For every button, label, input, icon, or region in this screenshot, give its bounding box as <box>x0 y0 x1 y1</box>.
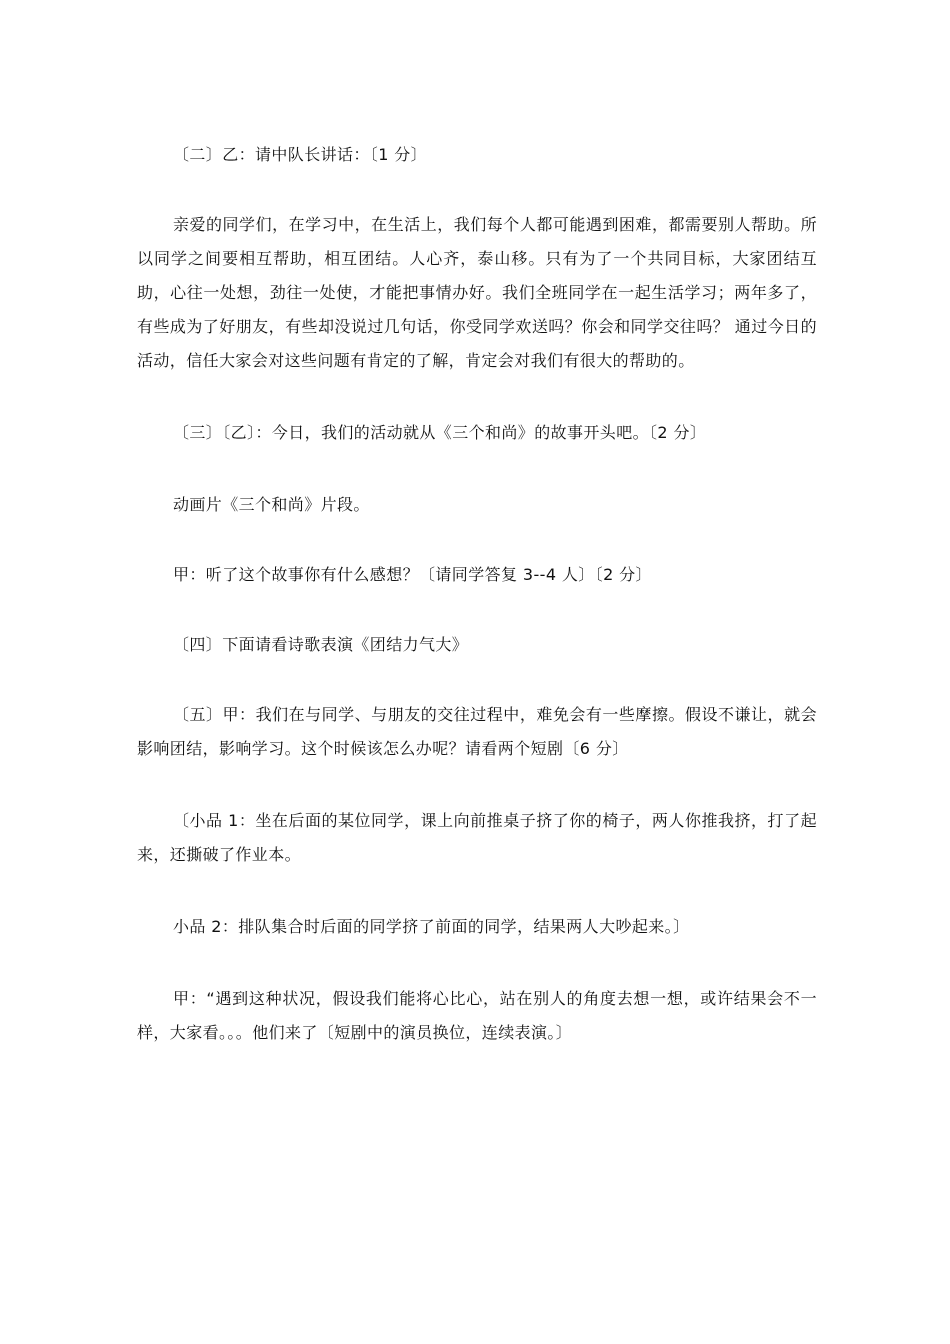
paragraph-skit-two: 小品 2：排队集合时后面的同学挤了前面的同学，结果两人大吵起来。〕 <box>173 917 690 936</box>
paragraph-question: 甲：听了这个故事你有什么感想？〔请同学答复 3--4 人〕〔2 分〕 <box>173 565 652 584</box>
paragraph-section-five: 〔五〕甲：我们在与同学、与朋友的交往过程中，难免会有一些摩擦。假设不谦让，就会影响团结，影响学习。这个时候该怎么办呢？请看两个短剧〔6 分〕 <box>137 705 817 758</box>
paragraph-conclusion: 甲：“遇到这种状况，假设我们能将心比心，站在别人的角度去想一想，或许结果会不一样，大家看。。。他们来了〔短剧中的演员换位，连续表演。〕 <box>137 989 817 1042</box>
paragraph-captain-speech: 亲爱的同学们，在学习中，在生活上，我们每个人都可能遇到困难，都需要别人帮助。所以同学之间要相互帮助，相互团结。人心齐，泰山移。只有为了一个共同目标，大家团结互助，心往一处想，劲往一处使，才能把事情办好。我们全班同学在一起生活学习；两年多了，有些成为了好朋友，有些却没说过几句话，你受同学欢送吗？你会和同学交往吗？ 通过今日的活动，信任大家会对这些问题有肯定的了解，肯定会对我们有很大的帮助的。 <box>137 215 817 370</box>
paragraph-section-four-title: 〔四〕下面请看诗歌表演《团结力气大》 <box>173 635 469 654</box>
paragraph-section-three-title: 〔三〕〔乙〕：今日，我们的活动就从《三个和尚》的故事开头吧。〔2 分〕 <box>173 423 707 442</box>
paragraph-skit-one: 〔小品 1：坐在后面的某位同学，课上向前推桌子挤了你的椅子，两人你推我挤，打了起来，还撕破了作业本。 <box>137 811 817 864</box>
paragraph-section-two-title: 〔二〕乙：请中队长讲话：〔1 分〕 <box>173 145 428 164</box>
paragraph-cartoon-clip: 动画片《三个和尚》片段。 <box>173 495 370 514</box>
